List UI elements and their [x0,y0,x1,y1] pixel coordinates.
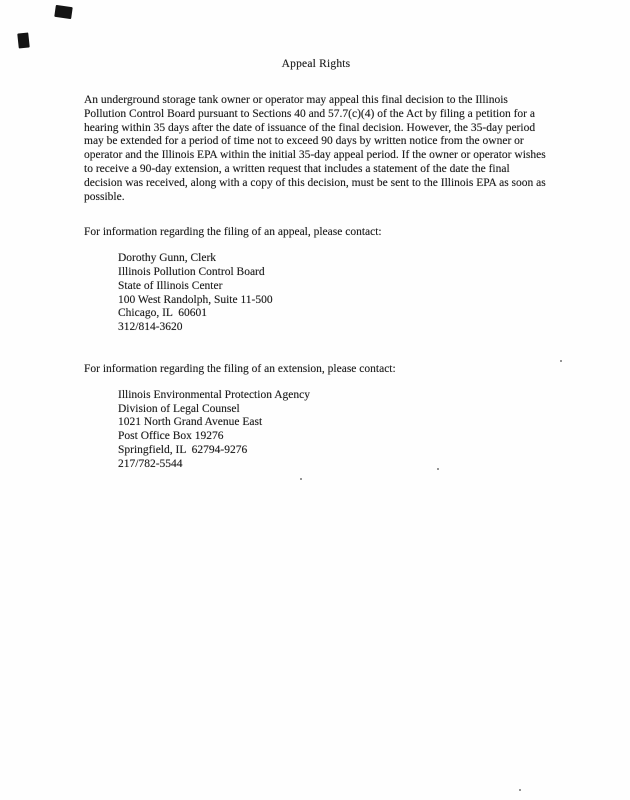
contact-line-city: Springfield, IL 62794-9276 [118,443,248,456]
scan-speck [560,360,562,362]
extension-contact-block [118,389,548,472]
contact-line-phone: 217/782-5544 [118,457,183,470]
scan-speck [519,789,521,791]
contact-line-phone: 312/814-3620 [118,321,183,334]
contact-line-pobox: Post Office Box 19276 [118,430,224,443]
contact-line-building: State of Illinois Center [118,279,223,292]
appeal-contact-intro: For information regarding the filing of an appeal, please contact: [84,226,382,239]
contact-line-street: 1021 North Grand Avenue East [118,416,263,429]
scan-artifact-left [17,32,30,48]
page-title: Appeal Rights [281,58,351,70]
scan-artifact-top [54,5,73,19]
contact-line-division: Division of Legal Counsel [118,402,240,415]
body-paragraph: An underground storage tank owner or operator may appeal this final decision to the Illinois Pollution Control Board pursuant to Sections 40 and 57.7(c)(4) of the Act by filing a petition for a hearing within 35 days after the date of issuance of the final decision. However, the 35-day period may be extended for a period of time not to exceed 90 days by written notice from the owner or operator and the Illinois EPA within the initial 35-day appeal period. If the owner or operator wishes to receive a 90-day extension, a written request that includes a statement of the date the final decision was received, along with a copy of this decision, must be sent to the Illinois EPA as soon as possible. [84,94,546,203]
contact-line-name: Dorothy Gunn, Clerk [118,252,217,265]
contact-line-city: Chicago, IL 60601 [118,307,208,320]
appeal-contact-block [118,252,548,335]
contact-line-org: Illinois Pollution Control Board [118,265,265,278]
extension-contact-intro: For information regarding the filing of an extension, please contact: [84,362,396,375]
contact-line-org: Illinois Environmental Protection Agency [118,388,310,401]
document-content [84,58,548,500]
contact-line-street: 100 West Randolph, Suite 11-500 [118,293,273,306]
